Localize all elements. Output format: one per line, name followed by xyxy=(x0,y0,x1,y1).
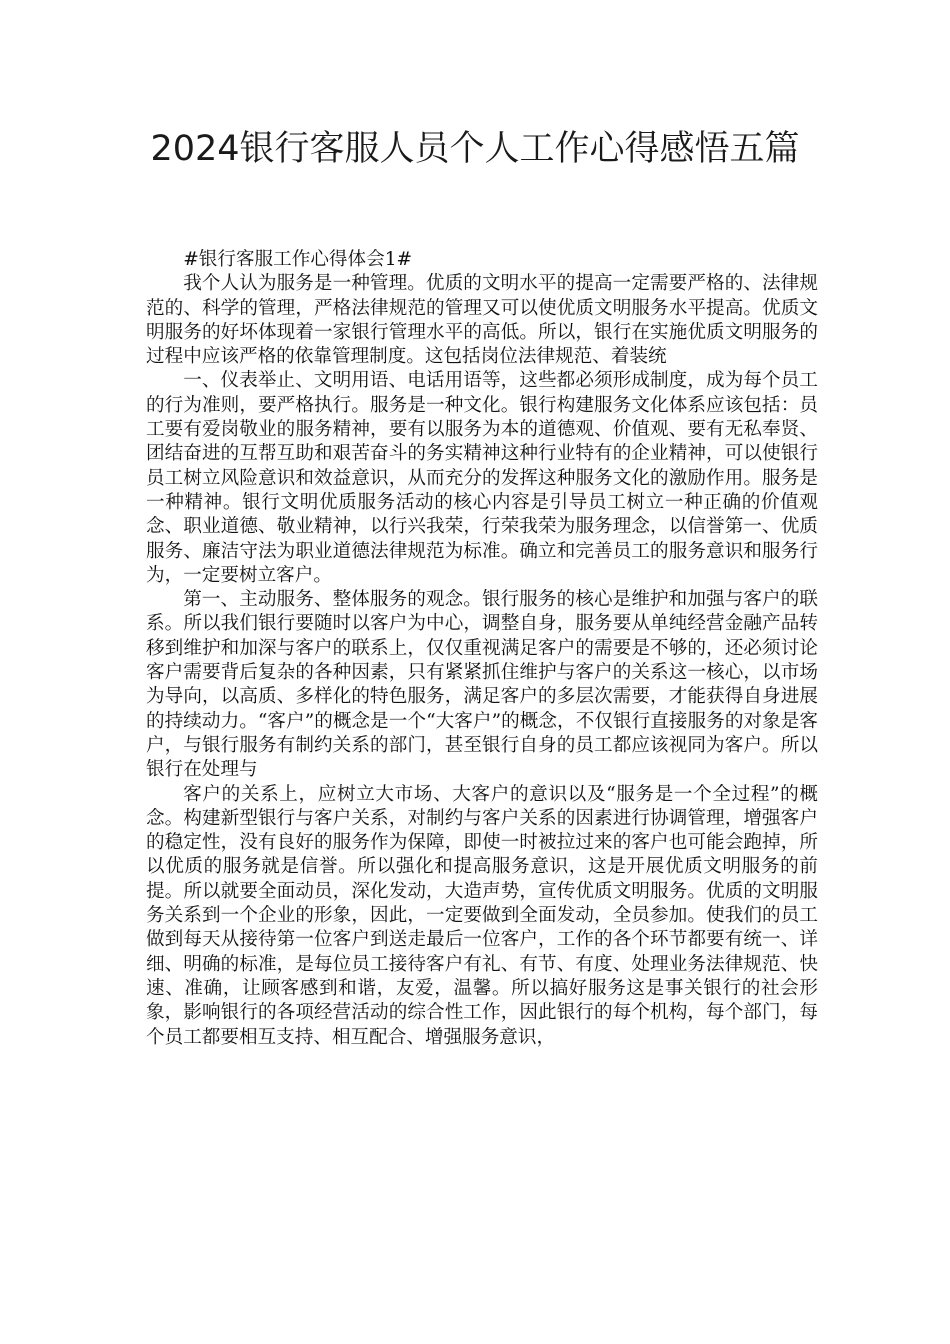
document-title: 2024银行客服人员个人工作心得感悟五篇 xyxy=(150,129,800,169)
document-body xyxy=(146,248,818,1050)
paragraph: 客户的关系上，应树立大市场、大客户的意识以及“服务是一个全过程”的概念。构建新型银行与客户关系，对制约与客户关系的因素进行协调管理，增强客户的稳定性，没有良好的服务作为保障，即使一时被拉过来的客户也可能会跑掉，所以优质的服务就是信誉。所以强化和提高服务意识，这是开展优质文明服务的前提。所以就要全面动员，深化发动，大造声势，宣传优质文明服务。优质的文明服务关系到一个企业的形象，因此，一定要做到全面发动，全员参加。使我们的员工做到每天从接待第一位客户到送走最后一位客户，工作的各个环节都要有统一、详细、明确的标准，是每位员工接待客户有礼、有节、有度、处理业务法律规范、快速、准确，让顾客感到和谐，友爱，温馨。所以搞好服务这是事关银行的社会形象，影响银行的各项经营活动的综合性工作，因此银行的每个机构，每个部门，每个员工都要相互支持、相互配合、增强服务意识， xyxy=(146,783,818,1048)
paragraph: 第一、主动服务、整体服务的观念。银行服务的核心是维护和加强与客户的联系。所以我们银行要随时以客户为中心，调整自身，服务要从单纯经营金融产品转移到维护和加深与客户的联系上，仅仅重视满足客户的需要是不够的，还必须讨论客户需要背后复杂的各种因素，只有紧紧抓住维护与客户的关系这一核心，以市场为导向，以高质、多样化的特色服务，满足客户的多层次需要，才能获得自身进展的持续动力。“客户”的概念是一个“大客户”的概念，不仅银行直接服务的对象是客户，与银行服务有制约关系的部门，甚至银行自身的员工都应该视同为客户。所以银行在处理与 xyxy=(146,589,818,781)
paragraph: 一、仪表举止、文明用语、电话用语等，这些都必须形成制度，成为每个员工的行为准则，要严格执行。服务是一种文化。银行构建服务文化体系应该包括：员工要有爱岗敬业的服务精神，要有以服务为本的道德观、价值观、要有无私奉贤、团结奋进的互帮互助和艰苦奋斗的务实精神这种行业特有的企业精神，可以使银行员工树立风险意识和效益意识，从而充分的发挥这种服务文化的激励作用。服务是一种精神。银行文明优质服务活动的核心内容是引导员工树立一种正确的价值观念、职业道德、敬业精神，以行兴我荣，行荣我荣为服务理念，以信誉第一、优质服务、廉洁守法为职业道德法律规范为标准。确立和完善员工的服务意识和服务行为，一定要树立客户。 xyxy=(146,370,818,586)
section-heading: #银行客服工作心得体会1# xyxy=(183,249,413,270)
paragraph: 我个人认为服务是一种管理。优质的文明水平的提高一定需要严格的、法律规范的、科学的管理，严格法律规范的管理又可以使优质文明服务水平提高。优质文明服务的好坏体现着一家银行管理水平的高低。所以，银行在实施优质文明服务的过程中应该严格的依靠管理制度。这包括岗位法律规范、着装统 xyxy=(146,273,818,368)
